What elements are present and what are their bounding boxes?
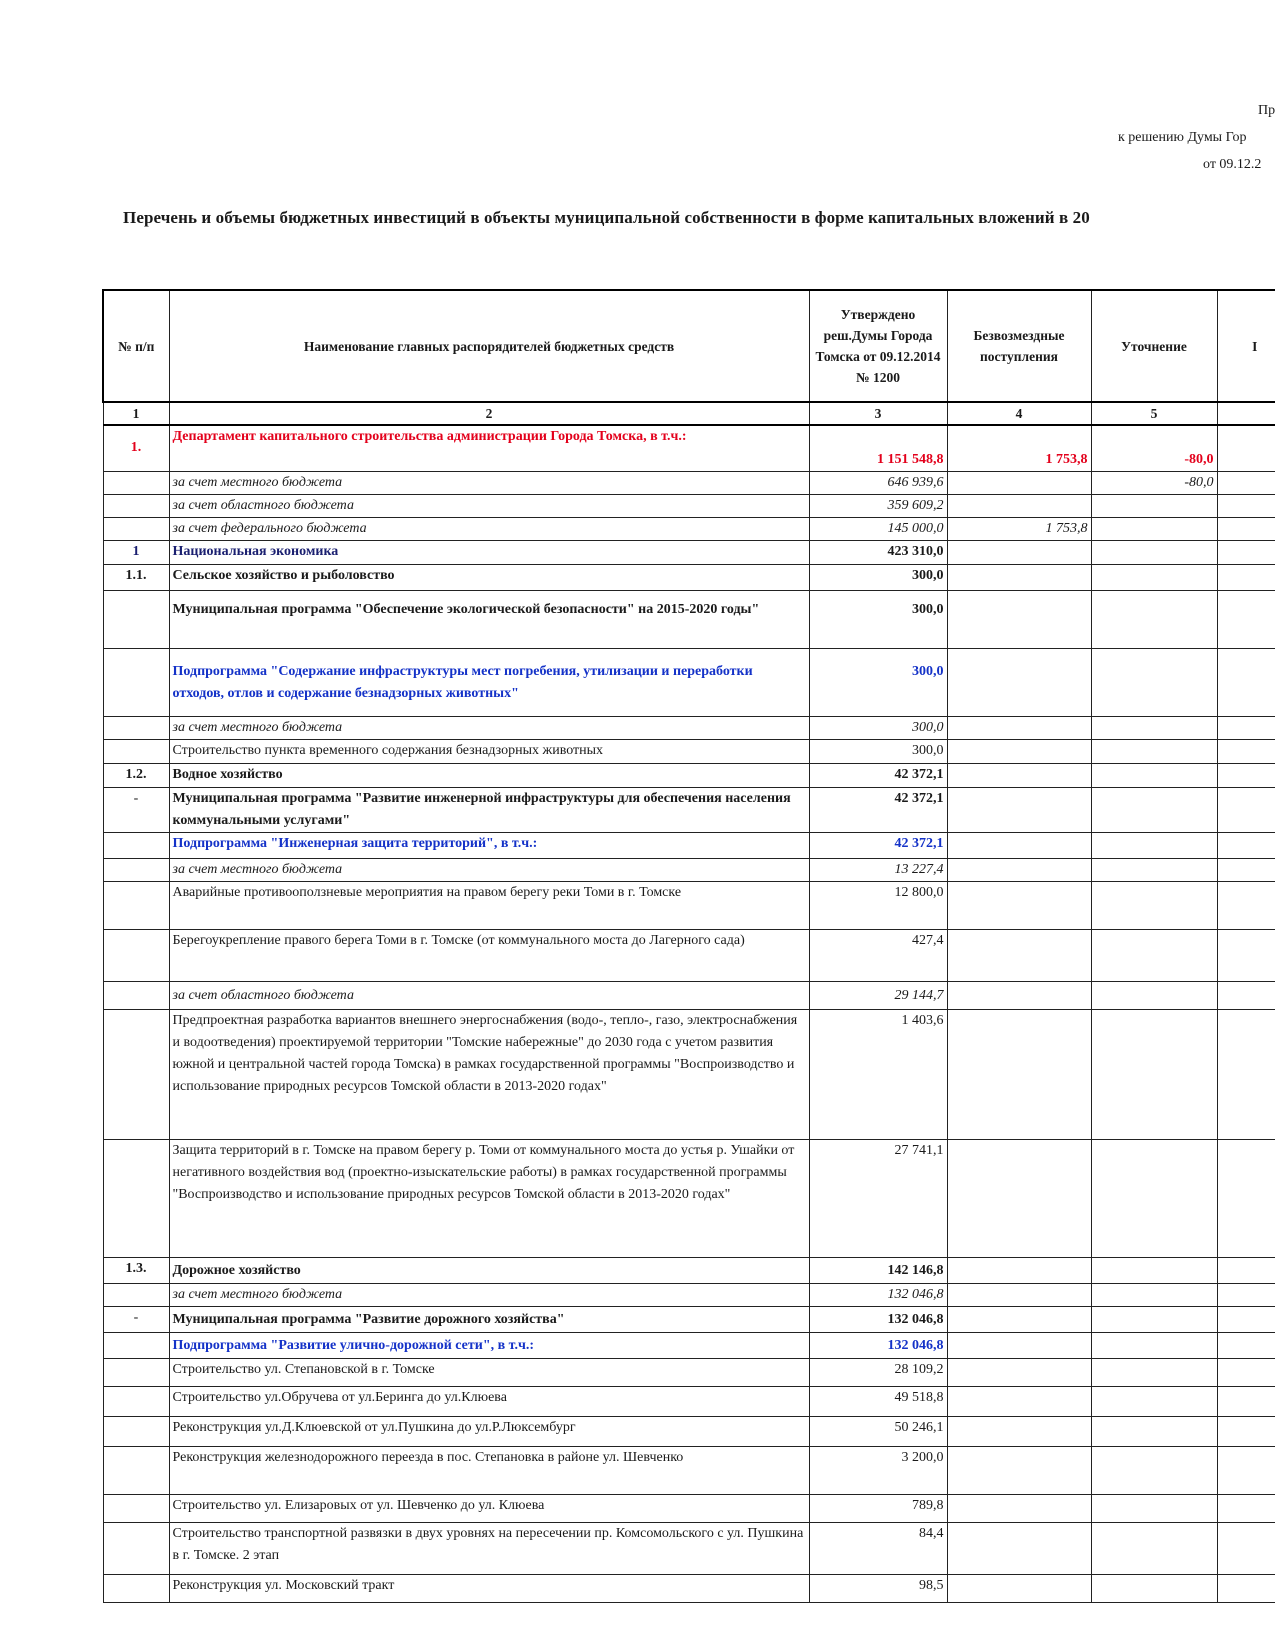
- row-number: [103, 832, 169, 858]
- row-approved: 132 046,8: [809, 1283, 947, 1306]
- row-number: [103, 716, 169, 739]
- row-approved: 1 403,6: [809, 1009, 947, 1139]
- row-col6: [1217, 1306, 1275, 1332]
- row-name: Строительство ул.Обручева от ул.Беринга до ул.Клюева: [169, 1386, 809, 1416]
- page-title: Перечень и объемы бюджетных инвестиций в объекты муниципальной собственности в форме капитальных вложений в 20: [123, 208, 1090, 227]
- row-adjustment: [1091, 1332, 1217, 1358]
- row-adjustment: [1091, 1009, 1217, 1139]
- row-grants: [947, 1306, 1091, 1332]
- row-name: Предпроектная разработка вариантов внешнего энергоснабжения (водо-, тепло-, газо, электроснабжения и водоотведения) проектируемой территории "Томские набережные" до 2030 года с учетом развития южной и центральной частей города Томска) в рамках государственной программы "Воспроизводство и использование природных ресурсов Томской области в 2013-2020 годах": [169, 1009, 809, 1139]
- row-grants: [947, 1358, 1091, 1386]
- row-col6: [1217, 981, 1275, 1009]
- row-adjustment: [1091, 787, 1217, 832]
- row-approved: 84,4: [809, 1522, 947, 1574]
- row-approved: 12 800,0: [809, 881, 947, 929]
- table-row: [103, 1574, 1275, 1602]
- row-col6: [1217, 1416, 1275, 1446]
- row-number: [103, 1386, 169, 1416]
- row-name: Муниципальная программа "Развитие инженерной инфраструктуры для обеспечения населения коммунальными услугами": [169, 787, 809, 832]
- row-grants: 1 753,8: [947, 517, 1091, 540]
- row-number: [103, 1416, 169, 1446]
- row-name: за счет федерального бюджета: [169, 517, 809, 540]
- row-name: за счет местного бюджета: [169, 1283, 809, 1306]
- table-row: [103, 425, 1275, 471]
- row-grants: [947, 1009, 1091, 1139]
- row-grants: [947, 739, 1091, 763]
- col-header-approved: Утверждено реш.Думы Города Томска от 09.12.2014 № 1200: [809, 290, 947, 402]
- row-number: [103, 1446, 169, 1494]
- row-name: Подпрограмма "Инженерная защита территорий", в т.ч.:: [169, 832, 809, 858]
- table-body: [103, 425, 1275, 1602]
- row-adjustment: [1091, 1416, 1217, 1446]
- row-col6: [1217, 564, 1275, 590]
- table-row: [103, 471, 1275, 494]
- row-col6: [1217, 517, 1275, 540]
- table-row: [103, 1522, 1275, 1574]
- row-approved: 145 000,0: [809, 517, 947, 540]
- col-header-6: I: [1217, 290, 1275, 402]
- row-approved: 300,0: [809, 716, 947, 739]
- row-col6: [1217, 494, 1275, 517]
- table-row: [103, 564, 1275, 590]
- row-col6: [1217, 763, 1275, 787]
- row-approved: 42 372,1: [809, 787, 947, 832]
- table-row: [103, 1306, 1275, 1332]
- row-approved: 789,8: [809, 1494, 947, 1522]
- table-row: [103, 1257, 1275, 1283]
- table-row: [103, 1283, 1275, 1306]
- row-col6: [1217, 1386, 1275, 1416]
- row-adjustment: [1091, 517, 1217, 540]
- row-grants: [947, 763, 1091, 787]
- row-col6: [1217, 716, 1275, 739]
- row-number: -: [103, 787, 169, 832]
- row-approved: 427,4: [809, 929, 947, 981]
- row-col6: [1217, 787, 1275, 832]
- row-approved: 646 939,6: [809, 471, 947, 494]
- row-name: за счет местного бюджета: [169, 471, 809, 494]
- row-approved: 300,0: [809, 590, 947, 648]
- row-number: [103, 1283, 169, 1306]
- row-grants: [947, 1522, 1091, 1574]
- row-adjustment: [1091, 1494, 1217, 1522]
- row-grants: [947, 832, 1091, 858]
- row-approved: 42 372,1: [809, 832, 947, 858]
- col-index-1: 1: [103, 402, 169, 425]
- row-name: Реконструкция ул.Д.Клюевской от ул.Пушкина до ул.Р.Люксембург: [169, 1416, 809, 1446]
- row-number: [103, 590, 169, 648]
- row-col6: [1217, 1522, 1275, 1574]
- table-row: [103, 981, 1275, 1009]
- row-name: Подпрограмма "Развитие улично-дорожной сети", в т.ч.:: [169, 1332, 809, 1358]
- table-row: [103, 540, 1275, 564]
- table-row: [103, 517, 1275, 540]
- col-index-4: 4: [947, 402, 1091, 425]
- row-grants: 1 753,8: [947, 425, 1091, 471]
- row-adjustment: [1091, 1574, 1217, 1602]
- row-name: Строительство ул. Елизаровых от ул. Шевченко до ул. Клюева: [169, 1494, 809, 1522]
- row-grants: [947, 471, 1091, 494]
- col-header-number: № п/п: [103, 290, 169, 402]
- row-name: Защита территорий в г. Томске на правом берегу р. Томи от коммунального моста до устья р. Ушайки от негативного воздействия вод (проектно-изыскательские работы) в рамках государственной программы "Воспроизводство и использование природных ресурсов Томской области в 2013-2020 годах": [169, 1139, 809, 1257]
- row-grants: [947, 1139, 1091, 1257]
- row-adjustment: [1091, 858, 1217, 881]
- col-index-3: 3: [809, 402, 947, 425]
- row-grants: [947, 929, 1091, 981]
- row-grants: [947, 1332, 1091, 1358]
- row-name: Берегоукрепление правого берега Томи в г. Томске (от коммунального моста до Лагерного сада): [169, 929, 809, 981]
- row-adjustment: [1091, 1446, 1217, 1494]
- row-grants: [947, 1416, 1091, 1446]
- row-grants: [947, 881, 1091, 929]
- row-col6: [1217, 1257, 1275, 1283]
- row-adjustment: [1091, 564, 1217, 590]
- table-row: [103, 1386, 1275, 1416]
- col-index-2: 2: [169, 402, 809, 425]
- row-adjustment: [1091, 590, 1217, 648]
- row-col6: [1217, 1139, 1275, 1257]
- row-number: -: [103, 1306, 169, 1332]
- row-number: [103, 739, 169, 763]
- row-col6: [1217, 1494, 1275, 1522]
- table-row: [103, 763, 1275, 787]
- table-row: [103, 881, 1275, 929]
- row-grants: [947, 1494, 1091, 1522]
- row-grants: [947, 1386, 1091, 1416]
- row-col6: [1217, 881, 1275, 929]
- table-row: [103, 832, 1275, 858]
- row-col6: [1217, 739, 1275, 763]
- table-row: [103, 1494, 1275, 1522]
- row-number: [103, 517, 169, 540]
- row-adjustment: [1091, 1358, 1217, 1386]
- row-name: за счет областного бюджета: [169, 494, 809, 517]
- row-name: Сельское хозяйство и рыболовство: [169, 564, 809, 590]
- row-grants: [947, 1446, 1091, 1494]
- row-number: [103, 929, 169, 981]
- row-col6: [1217, 1446, 1275, 1494]
- row-grants: [947, 716, 1091, 739]
- row-approved: 300,0: [809, 564, 947, 590]
- row-col6: [1217, 1332, 1275, 1358]
- row-col6: [1217, 540, 1275, 564]
- col-header-adjustment: Уточнение: [1091, 290, 1217, 402]
- row-approved: 27 741,1: [809, 1139, 947, 1257]
- row-col6: [1217, 1283, 1275, 1306]
- row-grants: [947, 1574, 1091, 1602]
- row-number: [103, 1522, 169, 1574]
- table-row: [103, 716, 1275, 739]
- row-approved: 359 609,2: [809, 494, 947, 517]
- col-index-5: 5: [1091, 402, 1217, 425]
- row-grants: [947, 1283, 1091, 1306]
- row-col6: [1217, 1358, 1275, 1386]
- row-grants: [947, 787, 1091, 832]
- row-name: Национальная экономика: [169, 540, 809, 564]
- row-adjustment: [1091, 763, 1217, 787]
- row-number: [103, 1494, 169, 1522]
- row-number: 1.2.: [103, 763, 169, 787]
- row-name: Строительство ул. Степановской в г. Томске: [169, 1358, 809, 1386]
- row-approved: 142 146,8: [809, 1257, 947, 1283]
- row-approved: 28 109,2: [809, 1358, 947, 1386]
- row-approved: 50 246,1: [809, 1416, 947, 1446]
- row-adjustment: [1091, 1522, 1217, 1574]
- row-adjustment: [1091, 981, 1217, 1009]
- col-header-grants: Безвозмездные поступления: [947, 290, 1091, 402]
- row-name: за счет местного бюджета: [169, 858, 809, 881]
- table-row: [103, 787, 1275, 832]
- row-name: Строительство пункта временного содержания безнадзорных животных: [169, 739, 809, 763]
- row-grants: [947, 540, 1091, 564]
- col-index-6: [1217, 402, 1275, 425]
- row-approved: 98,5: [809, 1574, 947, 1602]
- row-col6: [1217, 425, 1275, 471]
- row-name: Реконструкция ул. Московский тракт: [169, 1574, 809, 1602]
- row-approved: 29 144,7: [809, 981, 947, 1009]
- row-grants: [947, 564, 1091, 590]
- row-number: 1.: [103, 425, 169, 471]
- table-row: [103, 494, 1275, 517]
- row-col6: [1217, 1009, 1275, 1139]
- row-adjustment: [1091, 1283, 1217, 1306]
- investment-table: [102, 289, 1275, 1603]
- row-approved: 1 151 548,8: [809, 425, 947, 471]
- row-adjustment: [1091, 1139, 1217, 1257]
- row-grants: [947, 858, 1091, 881]
- row-col6: [1217, 471, 1275, 494]
- row-name: Муниципальная программа "Обеспечение экологической безопасности" на 2015-2020 годы": [169, 590, 809, 648]
- row-number: [103, 1358, 169, 1386]
- row-name: Подпрограмма "Содержание инфраструктуры мест погребения, утилизации и переработки отходов, отлов и содержание безнадзорных животных": [169, 648, 809, 716]
- row-name: Водное хозяйство: [169, 763, 809, 787]
- row-name: за счет областного бюджета: [169, 981, 809, 1009]
- row-approved: 13 227,4: [809, 858, 947, 881]
- row-col6: [1217, 590, 1275, 648]
- row-name: Дорожное хозяйство: [169, 1257, 809, 1283]
- row-adjustment: [1091, 739, 1217, 763]
- row-col6: [1217, 832, 1275, 858]
- row-number: 1.1.: [103, 564, 169, 590]
- row-name: Департамент капитального строительства администрации Города Томска, в т.ч.:: [169, 425, 809, 471]
- row-grants: [947, 648, 1091, 716]
- row-number: 1.3.: [103, 1257, 169, 1283]
- row-adjustment: [1091, 929, 1217, 981]
- row-approved: 42 372,1: [809, 763, 947, 787]
- row-approved: 300,0: [809, 739, 947, 763]
- row-number: [103, 1574, 169, 1602]
- row-adjustment: [1091, 1257, 1217, 1283]
- row-col6: [1217, 929, 1275, 981]
- row-col6: [1217, 858, 1275, 881]
- row-number: [103, 1009, 169, 1139]
- appendix-label: Пр: [1258, 103, 1275, 118]
- row-number: [103, 981, 169, 1009]
- row-adjustment: [1091, 648, 1217, 716]
- decision-reference: к решению Думы Гор: [1118, 130, 1247, 145]
- table-row: [103, 929, 1275, 981]
- row-number: [103, 858, 169, 881]
- row-grants: [947, 590, 1091, 648]
- row-grants: [947, 494, 1091, 517]
- row-approved: 49 518,8: [809, 1386, 947, 1416]
- table-row: [103, 1139, 1275, 1257]
- row-number: [103, 494, 169, 517]
- row-number: [103, 881, 169, 929]
- row-col6: [1217, 648, 1275, 716]
- table-row: [103, 1009, 1275, 1139]
- table-row: [103, 858, 1275, 881]
- row-adjustment: [1091, 716, 1217, 739]
- table-row: [103, 648, 1275, 716]
- row-col6: [1217, 1574, 1275, 1602]
- row-approved: 132 046,8: [809, 1306, 947, 1332]
- table-row: [103, 1358, 1275, 1386]
- row-grants: [947, 981, 1091, 1009]
- row-approved: 3 200,0: [809, 1446, 947, 1494]
- row-adjustment: -80,0: [1091, 425, 1217, 471]
- row-adjustment: [1091, 1386, 1217, 1416]
- table-row: [103, 739, 1275, 763]
- row-adjustment: [1091, 832, 1217, 858]
- decision-date: от 09.12.2: [1203, 157, 1262, 172]
- row-number: [103, 471, 169, 494]
- row-number: [103, 1139, 169, 1257]
- row-name: Муниципальная программа "Развитие дорожного хозяйства": [169, 1306, 809, 1332]
- row-approved: 300,0: [809, 648, 947, 716]
- table-row: [103, 1416, 1275, 1446]
- row-number: [103, 648, 169, 716]
- row-adjustment: [1091, 494, 1217, 517]
- row-adjustment: [1091, 1306, 1217, 1332]
- row-name: за счет местного бюджета: [169, 716, 809, 739]
- row-grants: [947, 1257, 1091, 1283]
- row-approved: 132 046,8: [809, 1332, 947, 1358]
- row-approved: 423 310,0: [809, 540, 947, 564]
- row-number: [103, 1332, 169, 1358]
- row-adjustment: [1091, 881, 1217, 929]
- table-row: [103, 1332, 1275, 1358]
- row-name: Аварийные противооползневые мероприятия на правом берегу реки Томи в г. Томске: [169, 881, 809, 929]
- row-name: Строительство транспортной развязки в двух уровнях на пересечении пр. Комсомольского с ул. Пушкина в г. Томске. 2 этап: [169, 1522, 809, 1574]
- table-row: [103, 590, 1275, 648]
- row-adjustment: [1091, 540, 1217, 564]
- col-header-name: Наименование главных распорядителей бюджетных средств: [169, 290, 809, 402]
- table-row: [103, 1446, 1275, 1494]
- row-adjustment: -80,0: [1091, 471, 1217, 494]
- row-number: 1: [103, 540, 169, 564]
- row-name: Реконструкция железнодорожного переезда в пос. Степановка в районе ул. Шевченко: [169, 1446, 809, 1494]
